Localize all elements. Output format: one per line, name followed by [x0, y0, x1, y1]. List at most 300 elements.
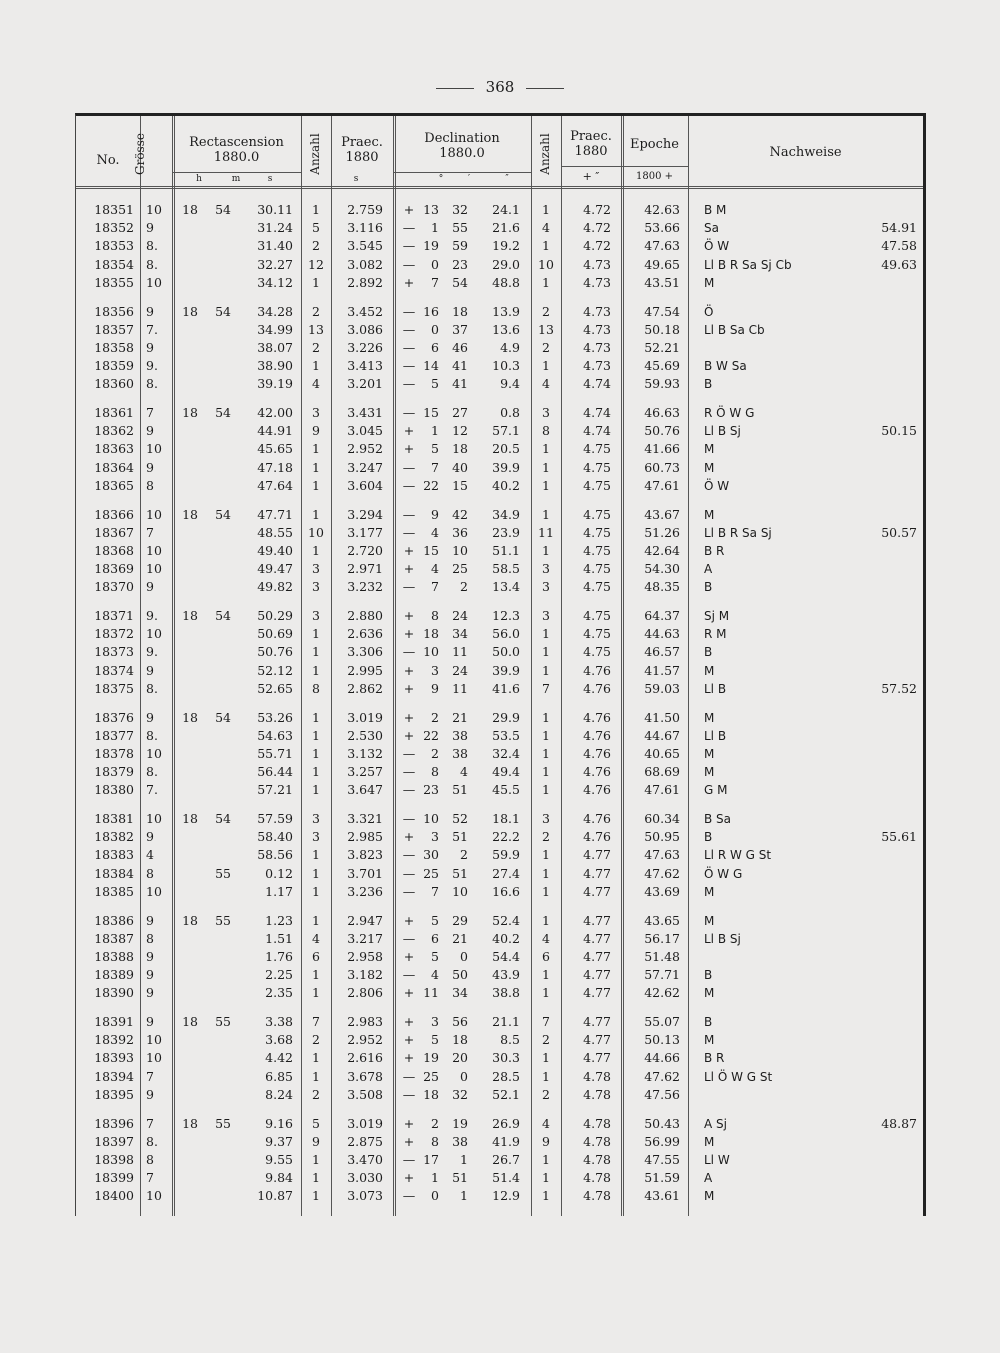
row-ra-s: 31.24	[257, 220, 293, 236]
row-decl-sec: 19.2	[492, 238, 520, 254]
row-nachweise: Sj M	[704, 609, 730, 623]
row-epoche: 46.63	[644, 405, 680, 420]
row-praec-de: 4.77	[583, 967, 611, 983]
row-anzahl-1: 3	[312, 829, 320, 845]
row-decl-deg: 23	[423, 782, 439, 798]
row-decl-sign: —	[402, 459, 416, 475]
table-row	[76, 219, 923, 237]
row-nachweise: A Sj	[704, 1116, 727, 1131]
row-decl-sec: 23.9	[492, 524, 520, 540]
row-praec-de: 4.77	[583, 948, 611, 964]
row-decl-sign: —	[402, 745, 416, 761]
row-ra-s: 9.84	[265, 1170, 293, 1186]
row-decl-sec: 50.0	[492, 644, 520, 660]
row-decl-sec: 10.3	[492, 358, 520, 374]
row-ra-s: 34.99	[257, 321, 293, 337]
table-row	[76, 542, 923, 560]
row-decl-deg: 5	[431, 912, 439, 928]
row-ra-s: 38.90	[257, 358, 293, 374]
header-praec-de: Praec.	[570, 129, 612, 144]
row-epoche: 50.18	[644, 321, 680, 337]
row-ra-m: 54	[215, 405, 231, 420]
row-decl-sec: 52.1	[492, 1086, 520, 1102]
row-ra-s: 9.55	[265, 1151, 293, 1167]
table-row	[76, 560, 923, 578]
row-groesse: 8.	[146, 1133, 158, 1149]
row-decl-sec: 4.9	[500, 339, 520, 355]
row-praec-de: 4.78	[583, 1086, 611, 1102]
row-anzahl-1: 1	[312, 441, 320, 457]
row-decl-deg: 25	[423, 1068, 439, 1084]
row-praec-de: 4.78	[583, 1151, 611, 1167]
row-groesse: 9.	[146, 608, 158, 623]
row-ra-s: 55.71	[257, 745, 293, 761]
row-decl-sign: —	[402, 930, 416, 946]
row-decl-deg: 22	[423, 477, 439, 493]
row-praec-ra: 3.701	[347, 865, 383, 881]
row-praec-ra: 3.823	[347, 847, 383, 863]
row-praec-ra: 3.030	[347, 1170, 383, 1186]
row-decl-deg: 7	[431, 883, 439, 899]
unit-arcmin: ′	[467, 174, 471, 184]
row-praec-ra: 3.182	[347, 967, 383, 983]
header-ra-epoch: 1880.0	[213, 150, 260, 165]
row-groesse: 9	[146, 459, 154, 475]
row-anzahl-2: 13	[538, 321, 554, 337]
row-decl-min: 55	[452, 220, 468, 236]
row-decl-min: 56	[452, 1014, 468, 1029]
row-decl-sec: 40.2	[492, 930, 520, 946]
row-praec-de: 4.76	[583, 782, 611, 798]
row-decl-deg: 10	[423, 811, 439, 826]
row-groesse: 8	[146, 477, 154, 493]
row-epoche: 47.63	[644, 847, 680, 863]
row-epoche: 40.65	[644, 745, 680, 761]
row-anzahl-2: 4	[542, 930, 550, 946]
row-praec-ra: 3.678	[347, 1068, 383, 1084]
row-anzahl-2: 1	[542, 1068, 550, 1084]
row-decl-min: 32	[452, 202, 468, 217]
row-ra-h: 18	[182, 811, 198, 826]
row-decl-sec: 13.6	[492, 321, 520, 337]
row-extra: 48.87	[881, 1115, 917, 1131]
row-nachweise: M	[704, 442, 715, 457]
row-ra-m: 54	[215, 506, 231, 522]
row-no: 18399	[94, 1170, 134, 1186]
row-decl-min: 38	[452, 745, 468, 761]
row-praec-ra: 3.236	[347, 883, 383, 899]
row-decl-deg: 18	[423, 626, 439, 642]
row-epoche: 42.63	[644, 202, 680, 217]
row-decl-min: 11	[452, 680, 468, 696]
row-ra-m: 55	[215, 912, 231, 928]
table-row	[76, 477, 923, 495]
row-praec-de: 4.77	[583, 930, 611, 946]
row-praec-de: 4.72	[583, 202, 611, 217]
row-decl-sign: —	[402, 644, 416, 660]
row-decl-min: 51	[452, 829, 468, 845]
row-groesse: 9.	[146, 358, 158, 374]
row-praec-de: 4.76	[583, 709, 611, 725]
row-praec-ra: 3.452	[347, 303, 383, 319]
row-decl-sign: +	[403, 608, 415, 623]
header-epoche: Epoche	[630, 137, 679, 152]
row-anzahl-2: 8	[542, 423, 550, 439]
row-anzahl-2: 2	[542, 1032, 550, 1048]
row-decl-min: 25	[452, 561, 468, 577]
row-nachweise: B	[704, 830, 713, 845]
row-praec-ra: 2.636	[347, 626, 383, 642]
row-no: 18388	[94, 948, 134, 964]
row-decl-deg: 16	[423, 303, 439, 319]
header-no: No.	[96, 153, 120, 168]
row-anzahl-2: 1	[542, 477, 550, 493]
row-praec-de: 4.75	[583, 459, 611, 475]
row-no: 18354	[94, 256, 134, 272]
row-decl-min: 38	[452, 727, 468, 743]
row-groesse: 7.	[146, 782, 158, 798]
row-decl-sec: 8.5	[500, 1032, 520, 1048]
row-epoche: 41.50	[644, 709, 680, 725]
row-epoche: 68.69	[644, 764, 680, 780]
row-anzahl-2: 7	[542, 1014, 550, 1029]
table-row	[76, 625, 923, 643]
row-ra-m: 54	[215, 709, 231, 725]
row-decl-deg: 8	[431, 1133, 439, 1149]
row-decl-deg: 14	[423, 358, 439, 374]
row-decl-sign: +	[403, 423, 415, 439]
row-groesse: 9	[146, 1086, 154, 1102]
row-anzahl-1: 3	[312, 811, 320, 826]
row-nachweise: M	[704, 710, 715, 725]
row-decl-sign: —	[402, 524, 416, 540]
row-anzahl-1: 1	[312, 764, 320, 780]
row-decl-min: 19	[452, 1115, 468, 1131]
row-ra-s: 1.17	[265, 883, 293, 899]
row-decl-sign: —	[402, 847, 416, 863]
row-no: 18384	[94, 865, 134, 881]
header-praec-ra: Praec.	[341, 135, 383, 150]
header-bottom-rule	[76, 186, 923, 189]
row-ra-h: 18	[182, 405, 198, 420]
row-decl-min: 15	[452, 477, 468, 493]
row-decl-deg: 0	[431, 256, 439, 272]
row-epoche: 43.51	[644, 274, 680, 290]
row-nachweise: M	[704, 507, 715, 522]
row-decl-sign: —	[402, 238, 416, 254]
row-nachweise: Ll B R Sa Sj Cb	[704, 257, 792, 272]
table-row	[76, 1133, 923, 1151]
row-epoche: 56.99	[644, 1133, 680, 1149]
header-anzahl-1: Anzahl	[308, 133, 322, 175]
row-decl-sec: 39.9	[492, 459, 520, 475]
row-decl-sign: —	[402, 405, 416, 420]
row-no: 18374	[94, 662, 134, 678]
row-decl-sign: +	[403, 1032, 415, 1048]
row-decl-sec: 40.2	[492, 477, 520, 493]
row-ra-s: 9.37	[265, 1133, 293, 1149]
row-decl-sign: —	[402, 764, 416, 780]
row-anzahl-1: 8	[312, 680, 320, 696]
row-praec-de: 4.74	[583, 423, 611, 439]
row-groesse: 7.	[146, 321, 158, 337]
row-nachweise: M	[704, 1189, 715, 1204]
row-nachweise: Sa	[704, 221, 719, 236]
row-anzahl-2: 1	[542, 727, 550, 743]
row-praec-ra: 2.530	[347, 727, 383, 743]
row-groesse: 10	[146, 811, 162, 826]
row-nachweise: Ö	[704, 304, 714, 319]
row-anzahl-2: 3	[542, 608, 550, 623]
row-decl-sign: —	[402, 256, 416, 272]
table-row	[76, 357, 923, 375]
row-decl-deg: 30	[423, 847, 439, 863]
row-anzahl-2: 3	[542, 405, 550, 420]
row-anzahl-1: 1	[312, 782, 320, 798]
row-anzahl-1: 3	[312, 561, 320, 577]
row-praec-ra: 3.073	[347, 1188, 383, 1204]
row-ra-h: 18	[182, 303, 198, 319]
row-decl-sec: 52.4	[492, 912, 520, 928]
row-praec-ra: 3.604	[347, 477, 383, 493]
row-praec-ra: 2.616	[347, 1050, 383, 1066]
row-praec-de: 4.73	[583, 274, 611, 290]
row-anzahl-2: 1	[542, 662, 550, 678]
row-decl-min: 10	[452, 883, 468, 899]
row-ra-s: 45.65	[257, 441, 293, 457]
row-ra-m: 54	[215, 303, 231, 319]
row-anzahl-2: 1	[542, 1050, 550, 1066]
row-ra-s: 44.91	[257, 423, 293, 439]
row-praec-ra: 2.947	[347, 912, 383, 928]
row-decl-sec: 43.9	[492, 967, 520, 983]
row-decl-deg: 8	[431, 764, 439, 780]
row-decl-min: 18	[452, 441, 468, 457]
row-groesse: 8.	[146, 680, 158, 696]
row-anzahl-2: 1	[542, 865, 550, 881]
row-nachweise: Ll B	[704, 728, 727, 743]
row-nachweise: M	[704, 460, 715, 475]
row-no: 18393	[94, 1050, 134, 1066]
row-decl-min: 32	[452, 1086, 468, 1102]
row-decl-deg: 7	[431, 274, 439, 290]
row-anzahl-2: 6	[542, 948, 550, 964]
row-anzahl-2: 4	[542, 220, 550, 236]
table-row	[76, 274, 923, 292]
row-decl-sec: 57.1	[492, 423, 520, 439]
row-praec-ra: 3.257	[347, 764, 383, 780]
row-no: 18381	[94, 811, 134, 826]
row-epoche: 53.66	[644, 220, 680, 236]
row-no: 18367	[94, 524, 134, 540]
row-decl-sec: 27.4	[492, 865, 520, 881]
row-no: 18379	[94, 764, 134, 780]
row-praec-de: 4.77	[583, 985, 611, 1001]
row-nachweise: Ll B	[704, 681, 727, 696]
row-no: 18391	[94, 1014, 134, 1029]
row-epoche: 47.56	[644, 1086, 680, 1102]
row-decl-sign: —	[402, 1086, 416, 1102]
row-anzahl-1: 1	[312, 727, 320, 743]
row-nachweise: R M	[704, 627, 727, 642]
row-anzahl-2: 2	[542, 303, 550, 319]
row-ra-s: 47.71	[257, 506, 293, 522]
star-catalogue-table	[75, 113, 926, 1216]
row-anzahl-1: 1	[312, 1170, 320, 1186]
row-praec-de: 4.72	[583, 220, 611, 236]
row-decl-sec: 12.3	[492, 608, 520, 623]
row-praec-ra: 3.217	[347, 930, 383, 946]
table-row	[76, 1068, 923, 1086]
row-decl-min: 0	[460, 948, 468, 964]
row-groesse: 10	[146, 542, 162, 558]
unit-m: m	[231, 174, 241, 184]
row-praec-de: 4.77	[583, 865, 611, 881]
row-praec-ra: 2.995	[347, 662, 383, 678]
row-praec-ra: 3.294	[347, 506, 383, 522]
row-decl-sign: +	[403, 274, 415, 290]
row-anzahl-2: 4	[542, 1115, 550, 1131]
row-epoche: 43.69	[644, 883, 680, 899]
row-decl-min: 24	[452, 662, 468, 678]
row-praec-de: 4.76	[583, 764, 611, 780]
row-epoche: 55.07	[644, 1014, 680, 1029]
row-nachweise: Ll B Sj	[704, 424, 741, 439]
row-no: 18376	[94, 709, 134, 725]
row-epoche: 50.13	[644, 1032, 680, 1048]
row-decl-sign: —	[402, 1068, 416, 1084]
row-praec-de: 4.78	[583, 1115, 611, 1131]
row-anzahl-1: 1	[312, 459, 320, 475]
row-decl-sec: 34.9	[492, 506, 520, 522]
row-decl-sec: 45.5	[492, 782, 520, 798]
row-decl-min: 27	[452, 405, 468, 420]
row-epoche: 47.54	[644, 303, 680, 319]
row-decl-sign: +	[403, 1014, 415, 1029]
table-row	[76, 680, 923, 698]
row-no: 18390	[94, 985, 134, 1001]
row-groesse: 9	[146, 662, 154, 678]
row-decl-min: 52	[452, 811, 468, 826]
header-nachweise: Nachweise	[769, 145, 842, 160]
row-ra-s: 49.82	[257, 579, 293, 595]
row-nachweise: A	[704, 1171, 713, 1186]
row-decl-deg: 4	[431, 561, 439, 577]
row-praec-ra: 3.647	[347, 782, 383, 798]
row-decl-sec: 9.4	[500, 376, 520, 392]
row-decl-sign: —	[402, 339, 416, 355]
row-ra-h: 18	[182, 202, 198, 217]
row-decl-min: 54	[452, 274, 468, 290]
row-praec-ra: 3.086	[347, 321, 383, 337]
row-praec-ra: 2.875	[347, 1133, 383, 1149]
row-decl-min: 10	[452, 542, 468, 558]
row-groesse: 10	[146, 506, 162, 522]
row-groesse: 10	[146, 745, 162, 761]
row-epoche: 43.65	[644, 912, 680, 928]
row-groesse: 10	[146, 1032, 162, 1048]
row-anzahl-1: 1	[312, 709, 320, 725]
row-nachweise: Ll B Sj	[704, 931, 741, 946]
row-nachweise: B W Sa	[704, 359, 747, 374]
table-row	[76, 948, 923, 966]
row-praec-de: 4.77	[583, 1032, 611, 1048]
header-ra: Rectascension	[189, 135, 284, 150]
row-praec-de: 4.72	[583, 238, 611, 254]
row-anzahl-2: 1	[542, 1188, 550, 1204]
row-ra-s: 58.40	[257, 829, 293, 845]
row-anzahl-2: 2	[542, 339, 550, 355]
row-praec-de: 4.76	[583, 680, 611, 696]
row-ra-h: 18	[182, 506, 198, 522]
row-nachweise: Ö W G	[704, 866, 743, 881]
header-anzahl-2: Anzahl	[538, 133, 552, 175]
row-praec-ra: 3.019	[347, 1115, 383, 1131]
row-anzahl-2: 11	[538, 524, 554, 540]
row-epoche: 41.57	[644, 662, 680, 678]
row-praec-ra: 3.431	[347, 405, 383, 420]
header-decl: Declination	[424, 131, 500, 146]
row-anzahl-2: 10	[538, 256, 554, 272]
row-decl-min: 21	[452, 709, 468, 725]
row-ra-m: 54	[215, 202, 231, 217]
row-no: 18386	[94, 912, 134, 928]
row-epoche: 60.34	[644, 811, 680, 826]
row-no: 18377	[94, 727, 134, 743]
row-groesse: 10	[146, 274, 162, 290]
row-nachweise: G M	[704, 783, 728, 798]
row-anzahl-1: 3	[312, 608, 320, 623]
row-decl-sec: 41.9	[492, 1133, 520, 1149]
row-groesse: 8.	[146, 238, 158, 254]
table-row	[76, 1031, 923, 1049]
row-no: 18363	[94, 441, 134, 457]
row-decl-min: 40	[452, 459, 468, 475]
row-decl-sign: +	[403, 948, 415, 964]
row-no: 18383	[94, 847, 134, 863]
row-decl-min: 51	[452, 865, 468, 881]
row-anzahl-1: 1	[312, 883, 320, 899]
row-no: 18357	[94, 321, 134, 337]
row-extra: 50.15	[881, 423, 917, 439]
row-epoche: 42.64	[644, 542, 680, 558]
row-praec-de: 4.75	[583, 579, 611, 595]
row-decl-min: 50	[452, 967, 468, 983]
row-decl-sign: +	[403, 561, 415, 577]
table-row	[76, 709, 923, 727]
row-anzahl-1: 1	[312, 1151, 320, 1167]
row-groesse: 7	[146, 1170, 154, 1186]
row-anzahl-2: 1	[542, 745, 550, 761]
row-nachweise: M	[704, 913, 715, 928]
row-praec-ra: 2.952	[347, 441, 383, 457]
row-nachweise: M	[704, 275, 715, 290]
row-ra-s: 53.26	[257, 709, 293, 725]
row-epoche: 47.63	[644, 238, 680, 254]
row-anzahl-1: 1	[312, 745, 320, 761]
table-row	[76, 506, 923, 524]
row-decl-sec: 41.6	[492, 680, 520, 696]
row-praec-ra: 2.806	[347, 985, 383, 1001]
row-decl-deg: 6	[431, 339, 439, 355]
row-anzahl-1: 13	[308, 321, 324, 337]
row-decl-deg: 5	[431, 1032, 439, 1048]
row-decl-sign: +	[403, 1115, 415, 1131]
row-anzahl-2: 4	[542, 376, 550, 392]
row-anzahl-2: 1	[542, 782, 550, 798]
table-row	[76, 201, 923, 219]
table-row	[76, 1013, 923, 1031]
